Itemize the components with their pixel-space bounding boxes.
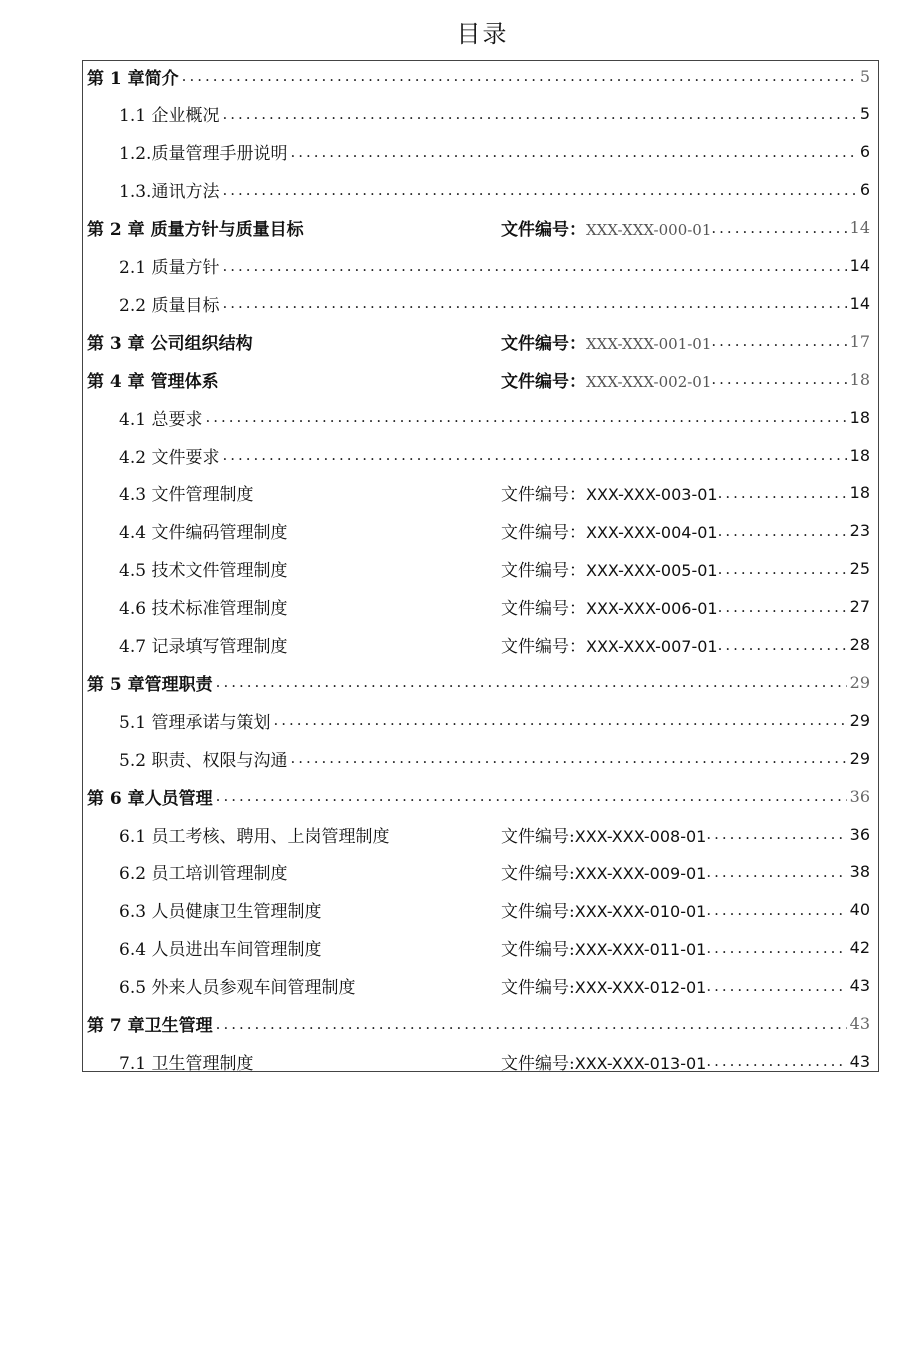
toc-page-number: 14 (849, 218, 870, 238)
toc-entry-label: 第 2 章 质量方针与质量目标 (87, 220, 304, 241)
dot-leader (205, 408, 846, 426)
doc-code-key: 文件编号: (501, 902, 575, 923)
toc-page-number: 18 (849, 369, 870, 389)
toc-entry-label: 1.3.通讯方法 (119, 182, 220, 203)
toc-section-entry[interactable] (119, 1042, 870, 1080)
dot-leader (718, 598, 847, 616)
toc-page-number: 17 (849, 331, 870, 351)
doc-code-value: XXX-XXX-003-01 (586, 485, 718, 505)
toc-section-entry[interactable] (119, 512, 870, 550)
doc-code-key: 文件编号: (501, 864, 575, 885)
dot-leader (222, 181, 856, 199)
toc-page-number: 18 (849, 407, 870, 427)
toc-section-entry[interactable] (119, 815, 870, 853)
toc-page-number: 6 (859, 180, 870, 200)
doc-code-key: 文件编号： (501, 599, 586, 620)
toc-page-number: 14 (849, 293, 870, 313)
dot-leader (706, 977, 846, 995)
dot-leader (718, 560, 847, 578)
toc-section-entry[interactable] (119, 588, 870, 626)
toc-page-number: 36 (849, 824, 870, 844)
toc-entry-label: 1.2.质量管理手册说明 (119, 144, 288, 165)
toc-section-entry[interactable] (119, 247, 870, 285)
toc-entry-label: 5.1 管理承诺与策划 (119, 712, 271, 733)
toc-entry-doc-code (501, 215, 711, 240)
toc-entry-doc-code (501, 822, 706, 847)
toc-table (82, 60, 879, 1072)
dot-leader (222, 446, 846, 464)
doc-code-key: 文件编号: (501, 826, 575, 847)
toc-page-number: 23 (849, 521, 870, 541)
toc-page-number: 40 (849, 900, 870, 920)
toc-entry-label: 4.5 技术文件管理制度 (119, 561, 288, 582)
toc-page-number: 43 (849, 976, 870, 996)
dot-leader (216, 787, 847, 805)
doc-code-value: XXX-XXX-004-01 (586, 523, 718, 543)
doc-code-value: XXX-XXX-013-01 (574, 1053, 707, 1073)
toc-entry-doc-code (501, 329, 711, 354)
doc-code-value: XXX-XXX-000-01 (586, 221, 712, 240)
toc-page-number: 25 (849, 559, 870, 579)
doc-code-key: 文件编号： (501, 220, 586, 241)
doc-code-value: XXX-XXX-001-01 (586, 334, 712, 353)
toc-page-number: 43 (849, 1051, 870, 1071)
toc-entry-label: 5.2 职责、权限与沟通 (119, 750, 288, 771)
doc-code-key: 文件编号： (501, 333, 586, 354)
toc-section-entry[interactable] (119, 701, 870, 739)
toc-section-entry[interactable] (119, 474, 870, 512)
toc-entry-label: 6.5 外来人员参观车间管理制度 (119, 978, 356, 999)
doc-code-key: 文件编号: (501, 940, 575, 961)
toc-section-entry[interactable] (119, 967, 870, 1005)
dot-leader (718, 484, 847, 502)
toc-entry-label: 7.1 卫生管理制度 (119, 1053, 254, 1074)
dot-leader (222, 105, 856, 123)
toc-section-entry[interactable] (119, 171, 870, 209)
page-title: 目录 (456, 20, 509, 48)
toc-page-number: 27 (849, 597, 870, 617)
toc-entry-label: 第 4 章 管理体系 (87, 371, 219, 392)
doc-code-key: 文件编号: (501, 1053, 575, 1074)
toc-entry-label: 第 7 章卫生管理 (87, 1016, 213, 1036)
dot-leader (706, 939, 846, 957)
doc-code-value: XXX-XXX-002-01 (586, 372, 712, 391)
toc-entry-doc-code (501, 935, 706, 960)
toc-page-number: 18 (849, 483, 870, 503)
toc-section-entry[interactable] (119, 398, 870, 436)
toc-entry-label: 第 5 章管理职责 (87, 674, 213, 695)
doc-code-value: XXX-XXX-011-01 (574, 940, 707, 960)
dot-leader (718, 522, 847, 540)
toc-chapter-entry[interactable] (87, 57, 870, 95)
dot-leader (273, 711, 846, 729)
toc-entry-label: 第 1 章简介 (87, 68, 179, 89)
toc-page-number: 36 (849, 786, 870, 806)
toc-page-number: 5 (859, 66, 870, 86)
toc-entry-label: 6.1 员工考核、聘用、上岗管理制度 (119, 826, 390, 847)
toc-entry-label: 4.2 文件要求 (119, 447, 220, 468)
toc-chapter-entry[interactable] (87, 322, 870, 360)
dot-leader (711, 332, 846, 350)
toc-chapter-entry[interactable] (87, 360, 870, 398)
doc-code-value: XXX-XXX-010-01 (574, 902, 707, 922)
doc-code-key: 文件编号： (501, 637, 586, 657)
dot-leader (706, 901, 846, 919)
toc-section-entry[interactable] (119, 436, 870, 474)
toc-page-number: 5 (859, 104, 870, 124)
toc-entry-label: 4.4 文件编码管理制度 (119, 523, 288, 544)
toc-page-number: 43 (849, 1014, 870, 1033)
toc-section-entry[interactable] (119, 284, 870, 322)
toc-entry-doc-code (501, 556, 718, 581)
toc-chapter-entry[interactable] (87, 777, 870, 815)
toc-entry-label: 第 3 章 公司组织结构 (87, 333, 253, 354)
toc-entry-doc-code (501, 1049, 706, 1074)
toc-section-entry[interactable] (119, 929, 870, 967)
toc-section-entry[interactable] (119, 133, 870, 171)
dot-leader (216, 1015, 847, 1033)
toc-chapter-entry[interactable] (87, 663, 870, 701)
dot-leader (222, 257, 846, 275)
toc-entry-label: 1.1 企业概况 (119, 106, 220, 127)
dot-leader (216, 673, 847, 691)
toc-page-number: 6 (859, 142, 870, 162)
toc-section-entry[interactable] (119, 550, 870, 588)
toc-entry-doc-code (501, 632, 718, 657)
toc-page-number: 14 (849, 256, 870, 275)
toc-section-entry[interactable] (119, 739, 870, 777)
doc-code-key: 文件编号： (501, 561, 586, 582)
toc-entry-label: 4.6 技术标准管理制度 (119, 599, 288, 620)
toc-page-number: 18 (849, 445, 870, 465)
doc-code-key: 文件编号： (501, 371, 586, 392)
toc-page-number: 29 (849, 748, 870, 768)
doc-code-value: XXX-XXX-008-01 (574, 826, 707, 846)
doc-code-key: 文件编号: (501, 978, 575, 999)
dot-leader (706, 863, 846, 881)
doc-code-value: XXX-XXX-007-01 (586, 637, 718, 656)
toc-page-number: 28 (849, 635, 870, 654)
dot-leader (182, 67, 857, 85)
toc-entry-doc-code (501, 480, 718, 505)
toc-entry-label: 4.7 记录填写管理制度 (119, 637, 288, 657)
toc-page-number: 29 (849, 672, 870, 692)
toc-section-entry[interactable] (119, 891, 870, 929)
toc-entry-doc-code (501, 518, 718, 543)
toc-page-number: 38 (849, 862, 870, 882)
toc-entry-doc-code (501, 367, 711, 392)
toc-section-entry[interactable] (119, 853, 870, 891)
dot-leader (290, 749, 846, 767)
toc-entry-label: 4.3 文件管理制度 (119, 485, 254, 506)
toc-page-number: 42 (849, 938, 870, 958)
doc-code-key: 文件编号： (501, 485, 586, 506)
toc-chapter-entry[interactable] (87, 1005, 870, 1043)
toc-entry-doc-code (501, 973, 706, 998)
dot-leader (290, 143, 856, 161)
doc-code-value: XXX-XXX-012-01 (574, 978, 707, 998)
toc-entry-label: 2.2 质量目标 (119, 295, 220, 316)
dot-leader (711, 370, 846, 388)
toc-entry-doc-code (501, 594, 718, 619)
toc-entry-label: 6.2 员工培训管理制度 (119, 864, 288, 885)
toc-entry-label: 第 6 章人员管理 (87, 788, 213, 809)
toc-section-entry[interactable] (119, 95, 870, 133)
toc-entry-label: 6.4 人员进出车间管理制度 (119, 940, 322, 961)
doc-code-value: XXX-XXX-005-01 (586, 561, 718, 581)
toc-chapter-entry[interactable] (87, 209, 870, 247)
doc-code-key: 文件编号： (501, 523, 586, 544)
dot-leader (718, 636, 847, 654)
toc-entry-label: 4.1 总要求 (119, 409, 203, 430)
doc-code-value: XXX-XXX-009-01 (574, 864, 707, 884)
dot-leader (222, 294, 846, 312)
dot-leader (711, 219, 846, 237)
toc-entry-label: 6.3 人员健康卫生管理制度 (119, 902, 322, 923)
doc-code-value: XXX-XXX-006-01 (586, 599, 718, 619)
toc-entry-label: 2.1 质量方针 (119, 258, 220, 278)
dot-leader (706, 1052, 846, 1070)
toc-entry-doc-code (501, 897, 706, 922)
dot-leader (706, 825, 846, 843)
toc-page-number: 29 (849, 710, 870, 730)
toc-entry-doc-code (501, 859, 706, 884)
toc-section-entry[interactable] (119, 626, 870, 664)
